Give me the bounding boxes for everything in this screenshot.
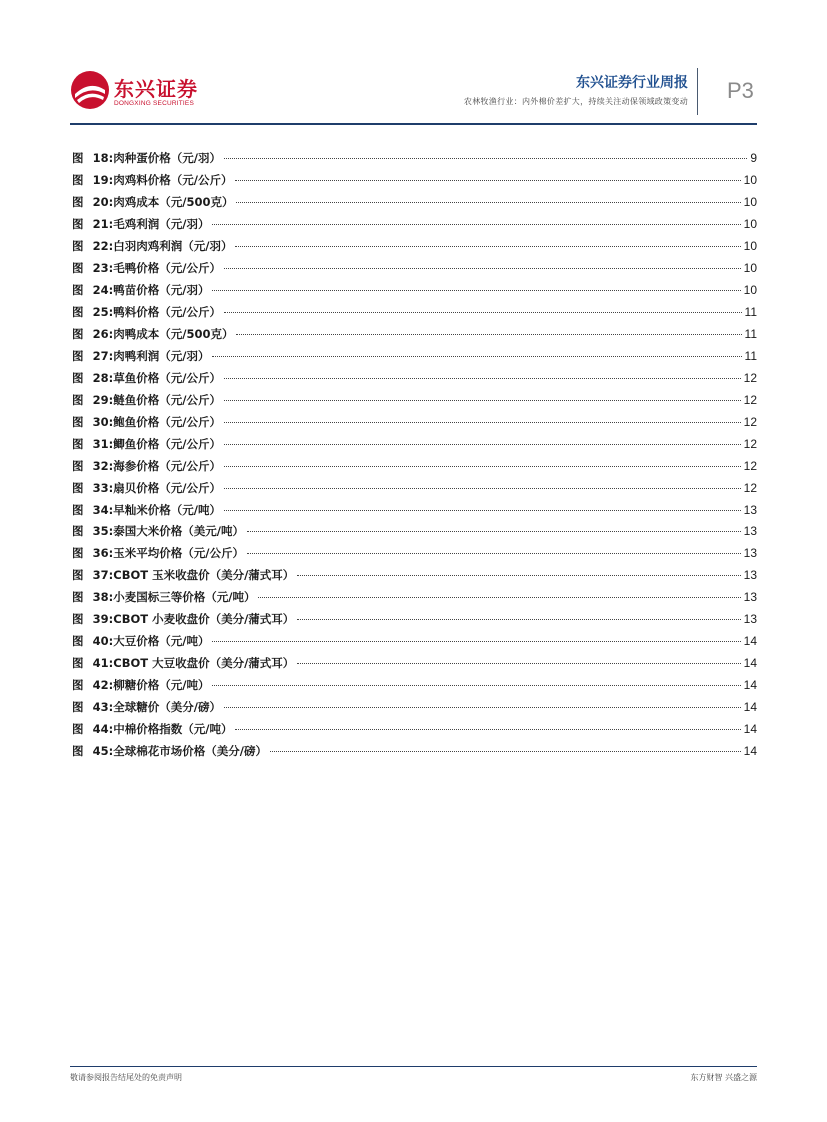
toc-entry[interactable] bbox=[72, 216, 757, 238]
figure-prefix: 图 bbox=[72, 194, 84, 209]
toc-entry[interactable] bbox=[72, 699, 757, 721]
figure-prefix: 图 bbox=[72, 304, 84, 319]
figure-title: 23:毛鸭价格（元/公斤） bbox=[92, 260, 221, 275]
toc-entry-label bbox=[72, 567, 294, 583]
figure-prefix: 图 bbox=[72, 392, 84, 407]
dot-leader bbox=[235, 180, 740, 181]
dot-leader bbox=[212, 290, 740, 291]
toc-entry-label bbox=[72, 260, 221, 276]
toc-entry[interactable] bbox=[72, 611, 757, 633]
dongxing-logo-icon bbox=[70, 70, 110, 110]
dot-leader bbox=[224, 158, 747, 159]
dot-leader bbox=[235, 729, 740, 730]
figure-title: 27:肉鸭利润（元/羽） bbox=[92, 348, 210, 363]
dot-leader bbox=[224, 466, 741, 467]
figure-prefix: 图 bbox=[72, 238, 84, 253]
dot-leader bbox=[236, 202, 740, 203]
dot-leader bbox=[224, 400, 741, 401]
toc-page-number: 12 bbox=[743, 480, 757, 495]
footer-slogan: 东方财智 兴盛之源 bbox=[690, 1073, 757, 1082]
figure-title: 39:CBOT 小麦收盘价（美分/蒲式耳） bbox=[92, 612, 295, 627]
header-rule bbox=[70, 123, 757, 125]
toc-page-number: 12 bbox=[743, 436, 757, 451]
dot-leader bbox=[247, 531, 741, 532]
figure-title: 22:白羽肉鸡利润（元/羽） bbox=[92, 238, 233, 253]
dot-leader bbox=[212, 356, 741, 357]
toc-entry-label bbox=[72, 392, 221, 408]
figure-title: 37:CBOT 玉米收盘价（美分/蒲式耳） bbox=[92, 568, 295, 583]
toc-entry-label bbox=[72, 458, 221, 474]
dot-leader bbox=[247, 553, 741, 554]
toc-page-number: 13 bbox=[743, 612, 757, 627]
toc-entry[interactable] bbox=[72, 589, 757, 611]
toc-page-number: 12 bbox=[743, 370, 757, 385]
figure-prefix: 图 bbox=[72, 348, 84, 363]
toc-entry[interactable] bbox=[72, 348, 757, 370]
dot-leader bbox=[224, 510, 741, 511]
dot-leader bbox=[212, 224, 740, 225]
figure-prefix: 图 bbox=[72, 678, 84, 693]
dot-leader bbox=[258, 597, 740, 598]
toc-entry[interactable] bbox=[72, 392, 757, 414]
toc-page-number: 14 bbox=[743, 700, 757, 715]
dot-leader bbox=[235, 246, 740, 247]
toc-entry[interactable] bbox=[72, 567, 757, 589]
toc-page-number: 14 bbox=[743, 722, 757, 737]
toc-page-number: 13 bbox=[743, 502, 757, 517]
toc-entry[interactable] bbox=[72, 260, 757, 282]
figure-prefix: 图 bbox=[72, 370, 84, 385]
figure-title: 33:扇贝价格（元/公斤） bbox=[92, 480, 221, 495]
toc-page-number: 11 bbox=[744, 326, 757, 341]
figure-prefix: 图 bbox=[72, 590, 84, 605]
toc-entry-label bbox=[72, 150, 221, 166]
toc-page-number: 12 bbox=[743, 458, 757, 473]
dot-leader bbox=[297, 663, 740, 664]
figure-title: 30:鲍鱼价格（元/公斤） bbox=[92, 414, 221, 429]
toc-page-number: 11 bbox=[744, 304, 757, 319]
toc-entry-label bbox=[72, 238, 232, 254]
figure-title: 36:玉米平均价格（元/公斤） bbox=[92, 546, 244, 561]
company-logo bbox=[70, 70, 210, 114]
figure-title: 35:泰国大米价格（美元/吨） bbox=[92, 524, 244, 539]
figure-title: 42:柳糖价格（元/吨） bbox=[92, 678, 210, 693]
brand-name-en: DONGXING SECURITIES bbox=[114, 100, 195, 107]
toc-entry[interactable] bbox=[72, 326, 757, 348]
toc-entry[interactable] bbox=[72, 677, 757, 699]
toc-entry-label bbox=[72, 370, 221, 386]
toc-entry-label bbox=[72, 699, 221, 715]
toc-entry[interactable] bbox=[72, 523, 757, 545]
figure-prefix: 图 bbox=[72, 172, 84, 187]
toc-entry[interactable] bbox=[72, 458, 757, 480]
figure-title: 21:毛鸡利润（元/羽） bbox=[92, 216, 210, 231]
dot-leader bbox=[297, 619, 740, 620]
figure-title: 43:全球糖价（美分/磅） bbox=[92, 700, 221, 715]
figure-prefix: 图 bbox=[72, 260, 84, 275]
toc-entry[interactable] bbox=[72, 282, 757, 304]
toc-page-number: 13 bbox=[743, 524, 757, 539]
figure-title: 25:鸭料价格（元/公斤） bbox=[92, 304, 221, 319]
figure-prefix: 图 bbox=[72, 282, 84, 297]
toc-page-number: 10 bbox=[743, 282, 757, 297]
toc-entry-label bbox=[72, 545, 244, 561]
figure-prefix: 图 bbox=[72, 612, 84, 627]
toc-entry-label bbox=[72, 502, 221, 518]
figure-prefix: 图 bbox=[72, 568, 84, 583]
toc-entry-label bbox=[72, 216, 209, 232]
figure-prefix: 图 bbox=[72, 744, 84, 759]
page-number: P3 bbox=[727, 78, 754, 103]
figure-title: 31:鲫鱼价格（元/公斤） bbox=[92, 436, 221, 451]
toc-page-number: 10 bbox=[743, 216, 757, 231]
header-divider bbox=[697, 68, 698, 115]
figure-list bbox=[72, 150, 757, 765]
report-title: 东兴证券行业周报 bbox=[576, 75, 688, 91]
toc-page-number: 10 bbox=[743, 172, 757, 187]
figure-title: 40:大豆价格（元/吨） bbox=[92, 634, 210, 649]
toc-entry-label bbox=[72, 414, 221, 430]
figure-prefix: 图 bbox=[72, 634, 84, 649]
toc-page-number: 12 bbox=[743, 414, 757, 429]
toc-entry[interactable] bbox=[72, 370, 757, 392]
toc-page-number: 10 bbox=[743, 194, 757, 209]
figure-title: 45:全球棉花市场价格（美分/磅） bbox=[92, 744, 267, 759]
figure-title: 41:CBOT 大豆收盘价（美分/蒲式耳） bbox=[92, 656, 295, 671]
toc-entry-label bbox=[72, 194, 233, 210]
toc-page-number: 14 bbox=[743, 678, 757, 693]
toc-entry-label bbox=[72, 304, 221, 320]
dot-leader bbox=[212, 641, 740, 642]
toc-page-number: 12 bbox=[743, 392, 757, 407]
figure-title: 24:鸭苗价格（元/羽） bbox=[92, 282, 210, 297]
toc-entry[interactable] bbox=[72, 545, 757, 567]
toc-entry-label bbox=[72, 480, 221, 496]
dot-leader bbox=[224, 312, 742, 313]
figure-prefix: 图 bbox=[72, 151, 84, 165]
dot-leader bbox=[224, 444, 741, 445]
disclaimer-note: 敬请参阅报告结尾处的免责声明 bbox=[70, 1073, 182, 1082]
dot-leader bbox=[297, 575, 740, 576]
toc-entry[interactable] bbox=[72, 480, 757, 502]
toc-entry-label bbox=[72, 326, 233, 342]
toc-page-number: 13 bbox=[743, 546, 757, 561]
figure-title: 44:中棉价格指数（元/吨） bbox=[92, 722, 233, 737]
brand-name-cn: 东兴证券 bbox=[114, 77, 198, 101]
figure-prefix: 图 bbox=[72, 436, 84, 451]
toc-page-number: 13 bbox=[743, 568, 757, 583]
toc-page-number: 10 bbox=[743, 260, 757, 275]
toc-page-number: 9 bbox=[750, 151, 757, 165]
toc-entry[interactable] bbox=[72, 655, 757, 677]
toc-entry-label bbox=[72, 172, 232, 188]
toc-page-number: 14 bbox=[743, 634, 757, 649]
toc-entry-label bbox=[72, 677, 209, 693]
toc-entry[interactable] bbox=[72, 721, 757, 743]
toc-entry[interactable] bbox=[72, 172, 757, 194]
toc-entry-label bbox=[72, 611, 294, 627]
figure-title: 34:早籼米价格（元/吨） bbox=[92, 502, 221, 517]
figure-prefix: 图 bbox=[72, 700, 84, 715]
toc-page-number: 14 bbox=[743, 744, 757, 759]
toc-entry-label bbox=[72, 348, 209, 364]
dot-leader bbox=[224, 488, 741, 489]
figure-title: 32:海参价格（元/公斤） bbox=[92, 458, 221, 473]
toc-entry-label bbox=[72, 743, 267, 759]
figure-title: 38:小麦国标三等价格（元/吨） bbox=[92, 590, 256, 605]
toc-entry-label bbox=[72, 589, 255, 605]
toc-entry-label bbox=[72, 282, 209, 298]
toc-entry[interactable] bbox=[72, 743, 757, 765]
dot-leader bbox=[270, 751, 741, 752]
figure-title: 29:鲢鱼价格（元/公斤） bbox=[92, 392, 221, 407]
dot-leader bbox=[236, 334, 741, 335]
dot-leader bbox=[224, 268, 741, 269]
figure-prefix: 图 bbox=[72, 502, 84, 517]
toc-entry[interactable] bbox=[72, 633, 757, 655]
toc-page-number: 11 bbox=[744, 348, 757, 363]
dot-leader bbox=[212, 685, 740, 686]
toc-entry-label bbox=[72, 655, 294, 671]
toc-entry[interactable] bbox=[72, 238, 757, 260]
toc-page-number: 14 bbox=[743, 656, 757, 671]
figure-title: 20:肉鸡成本（元/500克） bbox=[92, 194, 234, 209]
dot-leader bbox=[224, 707, 741, 708]
dot-leader bbox=[224, 422, 741, 423]
figure-prefix: 图 bbox=[72, 216, 84, 231]
figure-prefix: 图 bbox=[72, 326, 84, 341]
toc-entry[interactable] bbox=[72, 194, 757, 216]
figure-prefix: 图 bbox=[72, 414, 84, 429]
figure-prefix: 图 bbox=[72, 480, 84, 495]
report-subtitle: 农林牧渔行业：内外棉价差扩大，持续关注动保领域政策变动 bbox=[463, 97, 688, 106]
figure-title: 26:肉鸭成本（元/500克） bbox=[92, 326, 234, 341]
toc-page-number: 10 bbox=[743, 238, 757, 253]
toc-entry[interactable] bbox=[72, 414, 757, 436]
figure-prefix: 图 bbox=[72, 656, 84, 671]
figure-prefix: 图 bbox=[72, 722, 84, 737]
figure-prefix: 图 bbox=[72, 524, 84, 539]
figure-prefix: 图 bbox=[72, 458, 84, 473]
toc-entry-label bbox=[72, 633, 209, 649]
toc-entry[interactable] bbox=[72, 150, 757, 172]
footer-rule bbox=[70, 1066, 757, 1067]
toc-entry-label bbox=[72, 523, 244, 539]
figure-title: 28:草鱼价格（元/公斤） bbox=[92, 370, 221, 385]
toc-entry[interactable] bbox=[72, 502, 757, 524]
dot-leader bbox=[224, 378, 741, 379]
figure-title: 18:肉种蛋价格（元/羽） bbox=[92, 151, 221, 165]
toc-entry-label bbox=[72, 721, 232, 737]
toc-entry[interactable] bbox=[72, 304, 757, 326]
toc-entry[interactable] bbox=[72, 436, 757, 458]
toc-page-number: 13 bbox=[743, 590, 757, 605]
figure-title: 19:肉鸡料价格（元/公斤） bbox=[92, 172, 233, 187]
toc-entry-label bbox=[72, 436, 221, 452]
figure-prefix: 图 bbox=[72, 546, 84, 561]
